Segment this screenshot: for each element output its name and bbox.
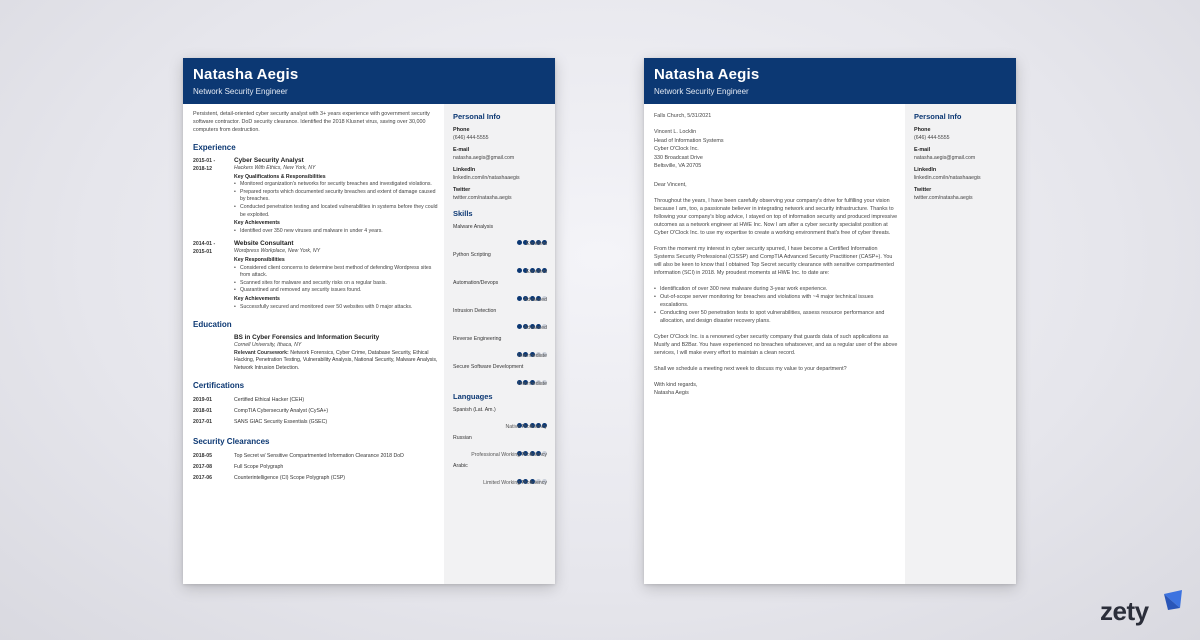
phone-label: Phone	[453, 127, 470, 133]
job-achievements-heading: Key Achievements	[234, 220, 280, 227]
letter-paragraph: From the moment my interest in cyber security spurred, I have become a Certified Information Systems Security Professional (CISSP) and CompTIA Advanced Security Practitioner (CASP+). You will also be keen to know that I obtained Top Secret security clearance with sensitive compartmented information (SCI) in 2018. My proudest moments at HWE Inc. to date are:	[654, 245, 894, 276]
skill-level: Advanced	[523, 297, 547, 303]
letter-place-date: Falls Church, 5/31/2021	[654, 113, 712, 119]
letter-signature: Natasha Aegis	[654, 389, 689, 396]
job-entry	[193, 157, 439, 235]
coursework-label: Relevant Coursework:	[234, 349, 289, 356]
clearance-row	[193, 451, 439, 462]
letter-closing: With kind regards,	[654, 381, 698, 388]
certification-row	[193, 406, 439, 417]
list-item: • Scanned sites for malware and security risks on a regular basis.	[234, 280, 439, 288]
resume-main-column	[193, 110, 439, 484]
skill-name: Python Scripting	[453, 252, 491, 258]
list-item: • Prepared reports which documented security breaches and extent of damage caused by breaches.	[234, 189, 439, 204]
job-achievements-heading: Key Achievements	[234, 295, 280, 302]
skill-level: Excellent	[525, 269, 547, 275]
job-end-date: 2018-12	[193, 166, 213, 172]
personal-info-heading: Personal Info	[453, 112, 501, 121]
twitter-label: Twitter	[453, 187, 471, 193]
linkedin-value: linkedin.com/in/natashaaegis	[914, 175, 981, 181]
skill-level: Intermediate	[518, 381, 547, 387]
resume-role: Network Security Engineer	[193, 87, 288, 96]
skill-rating	[453, 288, 547, 295]
school-name: Cornell University, Ithaca, NY	[234, 342, 302, 349]
skill-item	[453, 252, 547, 275]
job-bullets	[234, 181, 439, 219]
language-rating	[453, 471, 547, 478]
skill-item	[453, 364, 547, 387]
clearance-year: 2018-05	[193, 453, 213, 460]
job-title: Website Consultant	[234, 240, 294, 248]
skill-item	[453, 224, 547, 247]
job-dates	[193, 157, 234, 235]
certification-row	[193, 417, 439, 428]
skill-item	[453, 336, 547, 359]
resume-page	[183, 58, 555, 584]
certification-year: 2017-01	[193, 419, 213, 426]
skills-list	[453, 224, 547, 387]
job-entry	[193, 240, 439, 311]
languages-list	[453, 407, 547, 486]
list-item: • Identified over 350 new viruses and malware in under 4 years.	[234, 228, 439, 236]
recipient-line: Head of Information Systems	[654, 137, 724, 144]
letter-role: Network Security Engineer	[654, 87, 749, 96]
clearance-name: Top Secret w/ Sensitive Compartmented Information Clearance 2018 DoD	[234, 453, 404, 460]
logo-text: zety	[1100, 596, 1149, 626]
letter-paragraph: Shall we schedule a meeting next week to discuss my value to your department?	[654, 365, 847, 372]
skills-heading: Skills	[453, 209, 473, 218]
skill-name: Intrusion Detection	[453, 308, 497, 314]
education-heading: Education	[193, 320, 232, 330]
skill-level: Excellent	[525, 241, 547, 247]
language-rating	[453, 443, 547, 450]
twitter-label: Twitter	[914, 187, 932, 193]
language-rating	[453, 415, 547, 422]
language-item	[453, 435, 547, 458]
skill-item	[453, 280, 547, 303]
job-employer: Wordpress Workplace, New York, NY	[234, 248, 321, 255]
language-level: Limited Working Proficiency	[483, 480, 547, 486]
list-item: • Monitored organization's networks for security breaches and investigated violations.	[234, 181, 439, 189]
resume-summary: Persistent, detail-oriented cyber security analyst with 3+ years experience with government security software contractor. DoD security clearance. Identified the 2018 Klusnet virus, saving over 30,000 computers from destruction.	[193, 111, 430, 133]
skill-rating	[453, 232, 547, 239]
clearance-name: Counterintelligence (CI) Scope Polygraph (CSP)	[234, 475, 346, 482]
list-item: • Successfully secured and monitored over 50 websites with 0 major attacks.	[234, 304, 439, 312]
language-level: Professional Working Proficiency	[471, 452, 547, 458]
job-achievements	[234, 304, 439, 312]
certification-name: CompTIA Cybersecurity Analyst (CySA+)	[234, 408, 329, 415]
certifications-heading: Certifications	[193, 381, 245, 391]
letter-paragraph: Throughout the years, I have been carefully observing your company's drive for fulfilling your vision because I am, too, a passionate believer in integrating network and security infrastructure. Thanks to following your company's blog advice, I stayed on top of information security and produced impressive outcomes as a network engineer at HWE Inc. Now I am after a cyber security specialist position at Cyber O'Clock Inc. to use my expertise to create a working environment that's free of cyber threats.	[654, 197, 898, 236]
letter-paragraph: Cyber O'Clock Inc. is a renowned cyber security company that guards data of such applications as Musify and B2Bar. You have experienced no breaches whatsoever, and as a regular user of the above services, I will make every effort to maintain a clean record.	[654, 333, 898, 356]
skill-rating	[453, 260, 547, 267]
skill-name: Reverse Engineering	[453, 336, 502, 342]
letter-greeting: Dear Vincent,	[654, 181, 687, 188]
list-item: • Conducted penetration testing and located vulnerabilities in systems before they could be exploited.	[234, 204, 439, 219]
coursework	[234, 350, 439, 373]
list-item: • Out-of-scope server monitoring for breaches and violations with ~4 major technical issues escalations.	[654, 293, 898, 309]
job-employer: Hackers With Ethics, New York, NY	[234, 165, 316, 171]
letter-body	[654, 112, 898, 397]
education-dates	[193, 334, 234, 372]
skill-level: Intermediate	[518, 353, 547, 359]
letter-name: Natasha Aegis	[654, 66, 760, 83]
skill-level: Advanced	[523, 325, 547, 331]
certification-name: Certified Ethical Hacker (CEH)	[234, 397, 305, 404]
linkedin-label: LinkedIn	[914, 167, 937, 173]
skill-item	[453, 308, 547, 331]
job-bullets	[234, 265, 439, 295]
job-details	[234, 157, 439, 235]
clearances-heading: Security Clearances	[193, 437, 270, 447]
zety-logo[interactable]	[1100, 590, 1186, 626]
letter-header	[644, 58, 1016, 104]
resume-sidebar	[453, 110, 547, 491]
skill-rating	[453, 316, 547, 323]
clearance-name: Full Scope Polygraph	[234, 464, 284, 471]
language-level: Native Proficiency	[505, 424, 547, 430]
skill-rating	[453, 344, 547, 351]
experience-heading: Experience	[193, 143, 236, 152]
clearance-row	[193, 473, 439, 484]
cover-letter-page	[644, 58, 1016, 584]
coursework-text: Network Forensics, Cyber Crime, Database Security, Ethical Hacking, Penetration Testing, Vulnerability Analysis, National Security, Malware Analysis, Network Intrusion Detection.	[234, 349, 438, 371]
certification-row	[193, 395, 439, 406]
list-item: • Quarantined and removed any security issues found.	[234, 287, 439, 295]
clearance-year: 2017-08	[193, 464, 213, 471]
recipient-line: Cyber O'Clock Inc.	[654, 146, 699, 153]
language-item	[453, 463, 547, 486]
job-title: Cyber Security Analyst	[234, 157, 304, 164]
language-name: Russian	[453, 435, 472, 441]
language-name: Arabic	[453, 463, 468, 469]
phone-label: Phone	[914, 127, 931, 133]
certification-year: 2018-01	[193, 408, 213, 415]
resume-name: Natasha Aegis	[193, 66, 299, 83]
twitter-value: twitter.com/natasha.aegis	[914, 195, 973, 201]
job-details	[234, 240, 439, 311]
language-name: Spanish (Lat. Am.)	[453, 407, 496, 413]
email-value: natasha.aegis@gmail.com	[914, 155, 976, 161]
list-item: • Conducting over 50 penetration tests to spot vulnerabilities, assess resource performance and allocation, and design disaster recovery plans.	[654, 309, 898, 325]
job-subheading: Key Responsibilities	[234, 256, 285, 263]
job-achievements	[234, 228, 439, 236]
email-value: natasha.aegis@gmail.com	[453, 155, 515, 161]
job-dates	[193, 240, 234, 311]
letter-bullets	[654, 285, 898, 325]
job-end-date: 2015-01	[193, 249, 213, 256]
recipient-line: Vincent L. Locklin	[654, 129, 697, 135]
letter-sidebar	[914, 110, 1008, 207]
education-entry	[193, 334, 439, 372]
skill-rating	[453, 372, 547, 379]
linkedin-label: LinkedIn	[453, 167, 476, 173]
job-start-date: 2014-01 -	[193, 241, 216, 248]
clearance-year: 2017-06	[193, 475, 213, 482]
language-item	[453, 407, 547, 430]
list-item: • Considered client concerns to determine best method of defending Wordpress sites from attack.	[234, 265, 439, 280]
recipient-line: 330 Broadcast Drive	[654, 154, 703, 161]
phone-value: (646) 444-5555	[914, 135, 950, 141]
email-label: E-mail	[914, 147, 931, 153]
certification-name: SANS GIAC Security Essentials (GSEC)	[234, 419, 328, 426]
job-subheading: Key Qualifications & Responsibilities	[234, 173, 326, 180]
personal-info-heading: Personal Info	[914, 112, 962, 121]
job-start-date: 2015-01 -	[193, 158, 216, 164]
skill-name: Malware Analysis	[453, 224, 494, 230]
logo-arrow-icon	[1160, 590, 1186, 620]
certification-year: 2019-01	[193, 397, 213, 404]
list-item: • Identification of over 300 new malware during 3-year work experience.	[654, 285, 898, 293]
email-label: E-mail	[453, 147, 470, 153]
skill-name: Automation/Devops	[453, 280, 499, 286]
clearance-row	[193, 462, 439, 473]
recipient-line: Beltsville, VA 20705	[654, 163, 702, 170]
recipient-address	[654, 128, 898, 171]
skill-name: Secure Software Development	[453, 364, 524, 370]
languages-heading: Languages	[453, 392, 493, 401]
linkedin-value: linkedin.com/in/natashaaegis	[453, 175, 520, 181]
phone-value: (646) 444-5555	[453, 135, 489, 141]
degree-title: BS in Cyber Forensics and Information Security	[234, 334, 380, 342]
education-details	[234, 334, 439, 372]
twitter-value: twitter.com/natasha.aegis	[453, 195, 512, 201]
resume-header	[183, 58, 555, 104]
